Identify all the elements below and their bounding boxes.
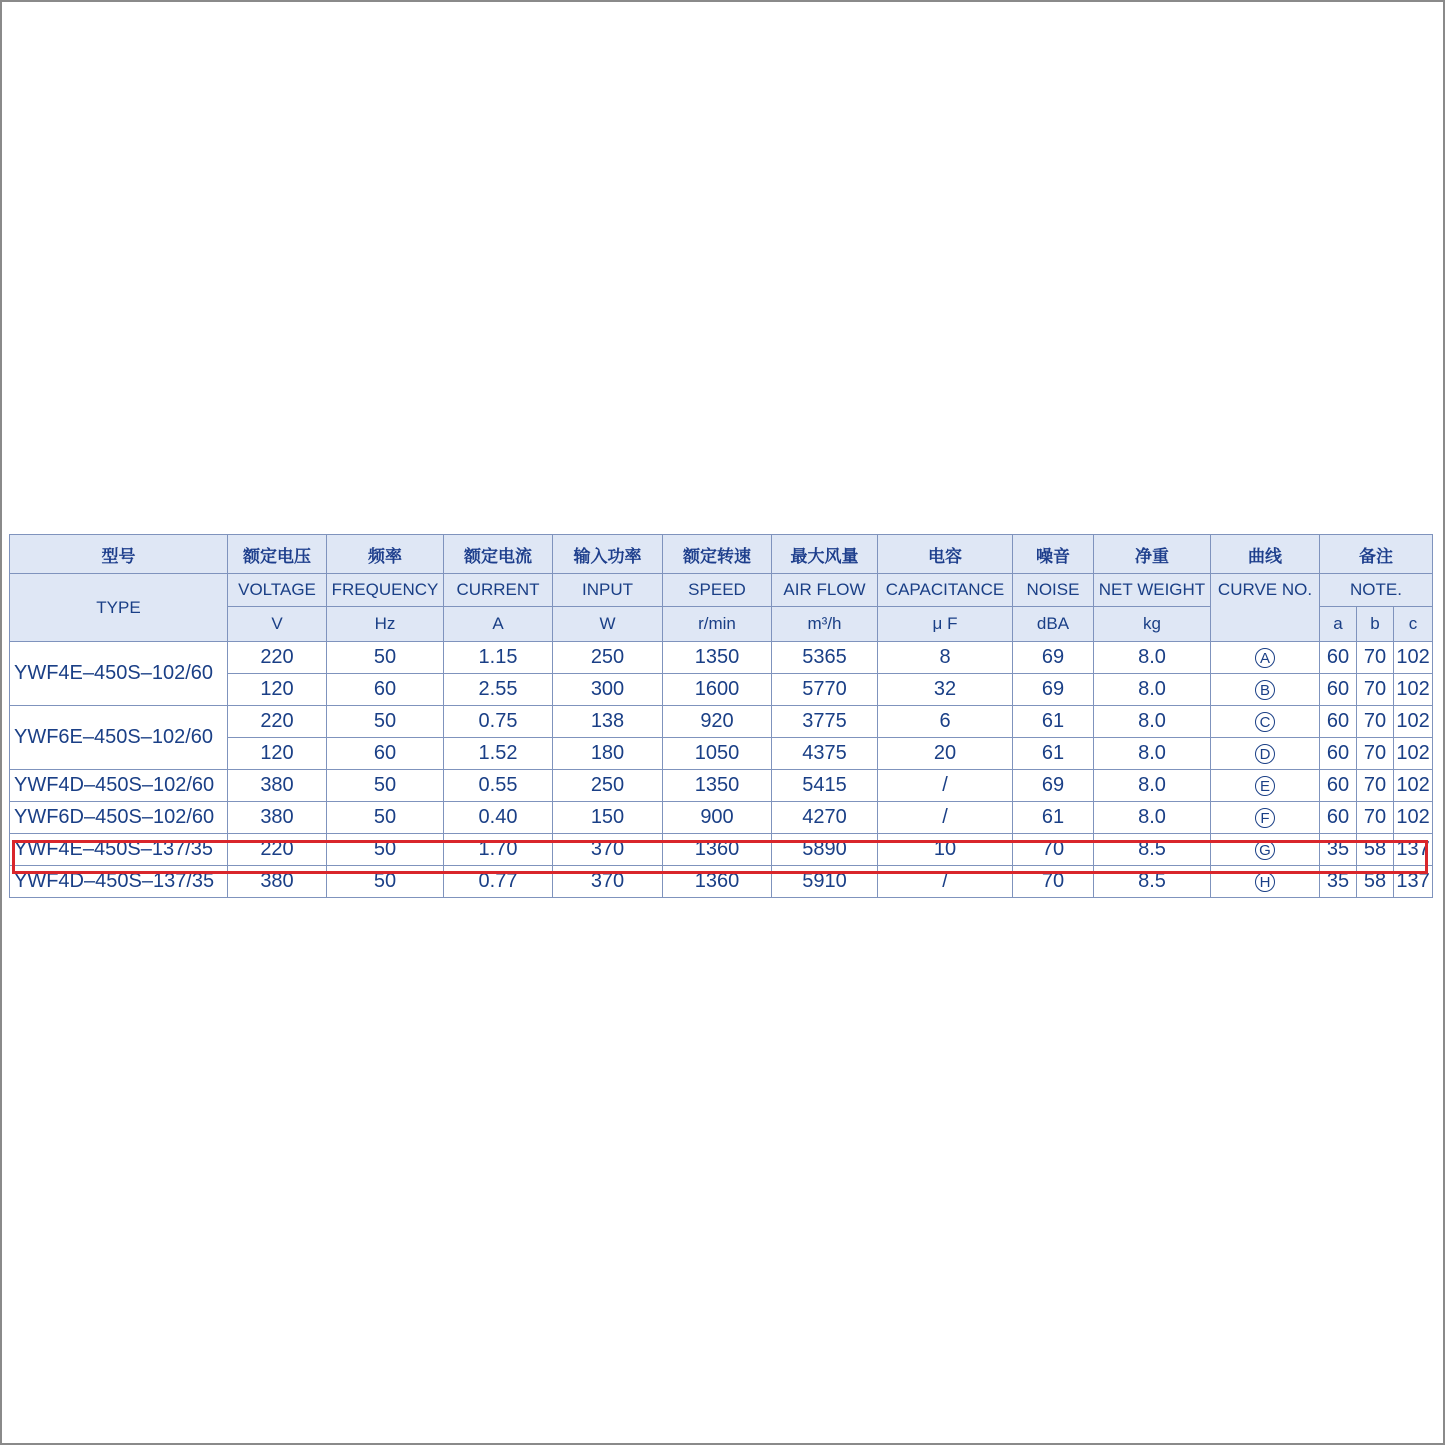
unit-speed: r/min (663, 607, 772, 642)
cell-model: YWF6E–450S–102/60 (10, 706, 228, 770)
cell-note-b: 70 (1357, 642, 1394, 674)
cell-weight: 8.5 (1094, 834, 1211, 866)
header-cn-capacitance: 电容 (878, 535, 1013, 574)
cell-weight: 8.0 (1094, 738, 1211, 770)
cell-input: 250 (553, 770, 663, 802)
cell-frequency: 50 (327, 802, 444, 834)
header-cn-input: 输入功率 (553, 535, 663, 574)
cell-weight: 8.0 (1094, 802, 1211, 834)
header-cn-frequency: 频率 (327, 535, 444, 574)
table-row (10, 706, 1433, 738)
header-cn-airflow: 最大风量 (772, 535, 878, 574)
cell-capacitance: 20 (878, 738, 1013, 770)
unit-airflow: m³/h (772, 607, 878, 642)
cell-current: 1.52 (444, 738, 553, 770)
cell-speed: 1600 (663, 674, 772, 706)
cell-capacitance: 32 (878, 674, 1013, 706)
header-note: NOTE. (1320, 574, 1433, 607)
cell-note-c: 102 (1394, 770, 1433, 802)
cell-voltage: 380 (228, 866, 327, 898)
cell-noise: 70 (1013, 834, 1094, 866)
cell-frequency: 50 (327, 770, 444, 802)
cell-voltage: 380 (228, 802, 327, 834)
table-row (10, 770, 1433, 802)
cell-capacitance: 6 (878, 706, 1013, 738)
cell-note-c: 102 (1394, 738, 1433, 770)
unit-noise: dBA (1013, 607, 1094, 642)
unit-voltage: V (228, 607, 327, 642)
curve-letter-icon: F (1255, 808, 1275, 828)
cell-weight: 8.0 (1094, 706, 1211, 738)
header-cn-voltage: 额定电压 (228, 535, 327, 574)
cell-note-c: 137 (1394, 866, 1433, 898)
cell-capacitance: / (878, 866, 1013, 898)
unit-capacitance: μ F (878, 607, 1013, 642)
cell-curve (1211, 834, 1320, 866)
cell-voltage: 120 (228, 674, 327, 706)
cell-note-b: 70 (1357, 706, 1394, 738)
note-sub-b: b (1357, 607, 1394, 642)
header-input: INPUT (553, 574, 663, 607)
curve-letter-icon: E (1255, 776, 1275, 796)
cell-note-c: 102 (1394, 802, 1433, 834)
cell-current: 0.40 (444, 802, 553, 834)
cell-noise: 61 (1013, 738, 1094, 770)
cell-speed: 900 (663, 802, 772, 834)
header-cn-type: 型号 (10, 535, 228, 574)
cell-curve (1211, 642, 1320, 674)
cell-note-a: 35 (1320, 866, 1357, 898)
cell-current: 1.70 (444, 834, 553, 866)
header-frequency: FREQUENCY (327, 574, 444, 607)
cell-note-b: 70 (1357, 770, 1394, 802)
curve-letter-icon: D (1255, 744, 1275, 764)
cell-speed: 1050 (663, 738, 772, 770)
cell-capacitance: 8 (878, 642, 1013, 674)
cell-speed: 920 (663, 706, 772, 738)
cell-noise: 61 (1013, 802, 1094, 834)
cell-curve (1211, 706, 1320, 738)
cell-noise: 69 (1013, 770, 1094, 802)
cell-curve (1211, 674, 1320, 706)
cell-noise: 69 (1013, 642, 1094, 674)
cell-note-c: 102 (1394, 642, 1433, 674)
cell-frequency: 60 (327, 738, 444, 770)
cell-noise: 61 (1013, 706, 1094, 738)
note-sub-a: a (1320, 607, 1357, 642)
cell-voltage: 380 (228, 770, 327, 802)
cell-frequency: 50 (327, 642, 444, 674)
cell-voltage: 220 (228, 706, 327, 738)
cell-airflow: 4375 (772, 738, 878, 770)
cell-input: 300 (553, 674, 663, 706)
cell-voltage: 220 (228, 642, 327, 674)
header-row-chinese (10, 535, 1433, 574)
header-weight: NET WEIGHT (1094, 574, 1211, 607)
cell-weight: 8.0 (1094, 642, 1211, 674)
unit-current: A (444, 607, 553, 642)
cell-curve (1211, 802, 1320, 834)
header-curve: CURVE NO. (1211, 574, 1320, 642)
cell-speed: 1360 (663, 866, 772, 898)
cell-note-c: 102 (1394, 706, 1433, 738)
table-row (10, 802, 1433, 834)
header-cn-current: 额定电流 (444, 535, 553, 574)
curve-letter-icon: H (1255, 872, 1275, 892)
cell-frequency: 50 (327, 834, 444, 866)
cell-curve (1211, 770, 1320, 802)
cell-current: 0.77 (444, 866, 553, 898)
fan-spec-table (9, 534, 1433, 898)
cell-note-b: 70 (1357, 674, 1394, 706)
cell-airflow: 5910 (772, 866, 878, 898)
cell-capacitance: / (878, 770, 1013, 802)
header-cn-speed: 额定转速 (663, 535, 772, 574)
cell-noise: 70 (1013, 866, 1094, 898)
cell-note-a: 60 (1320, 706, 1357, 738)
cell-airflow: 3775 (772, 706, 878, 738)
cell-current: 0.75 (444, 706, 553, 738)
cell-model: YWF4E–450S–102/60 (10, 642, 228, 706)
cell-weight: 8.5 (1094, 866, 1211, 898)
cell-frequency: 60 (327, 674, 444, 706)
cell-note-b: 58 (1357, 834, 1394, 866)
cell-note-a: 60 (1320, 674, 1357, 706)
cell-note-c: 137 (1394, 834, 1433, 866)
cell-airflow: 5890 (772, 834, 878, 866)
cell-input: 150 (553, 802, 663, 834)
cell-speed: 1360 (663, 834, 772, 866)
curve-letter-icon: G (1255, 840, 1275, 860)
cell-note-a: 60 (1320, 802, 1357, 834)
cell-note-a: 60 (1320, 642, 1357, 674)
header-cn-noise: 噪音 (1013, 535, 1094, 574)
cell-input: 180 (553, 738, 663, 770)
cell-note-a: 60 (1320, 770, 1357, 802)
cell-capacitance: 10 (878, 834, 1013, 866)
header-capacitance: CAPACITANCE (878, 574, 1013, 607)
curve-letter-icon: B (1255, 680, 1275, 700)
cell-input: 138 (553, 706, 663, 738)
cell-model: YWF6D–450S–102/60 (10, 802, 228, 834)
cell-speed: 1350 (663, 642, 772, 674)
cell-frequency: 50 (327, 866, 444, 898)
header-current: CURRENT (444, 574, 553, 607)
cell-current: 2.55 (444, 674, 553, 706)
curve-letter-icon: C (1255, 712, 1275, 732)
cell-model: YWF4D–450S–137/35 (10, 866, 228, 898)
cell-speed: 1350 (663, 770, 772, 802)
cell-input: 370 (553, 866, 663, 898)
cell-input: 250 (553, 642, 663, 674)
unit-frequency: Hz (327, 607, 444, 642)
table-row (10, 642, 1433, 674)
cell-noise: 69 (1013, 674, 1094, 706)
unit-input: W (553, 607, 663, 642)
cell-voltage: 220 (228, 834, 327, 866)
table-row (10, 866, 1433, 898)
header-voltage: VOLTAGE (228, 574, 327, 607)
cell-model: YWF4E–450S–137/35 (10, 834, 228, 866)
cell-input: 370 (553, 834, 663, 866)
cell-frequency: 50 (327, 706, 444, 738)
table-body (10, 642, 1433, 898)
curve-letter-icon: A (1255, 648, 1275, 668)
cell-note-a: 60 (1320, 738, 1357, 770)
cell-note-a: 35 (1320, 834, 1357, 866)
cell-model: YWF4D–450S–102/60 (10, 770, 228, 802)
cell-airflow: 5415 (772, 770, 878, 802)
cell-weight: 8.0 (1094, 674, 1211, 706)
header-speed: SPEED (663, 574, 772, 607)
cell-note-b: 58 (1357, 866, 1394, 898)
cell-curve (1211, 866, 1320, 898)
table-row (10, 834, 1433, 866)
cell-airflow: 5365 (772, 642, 878, 674)
header-cn-note: 备注 (1320, 535, 1433, 574)
cell-airflow: 4270 (772, 802, 878, 834)
cell-current: 0.55 (444, 770, 553, 802)
cell-voltage: 120 (228, 738, 327, 770)
cell-note-c: 102 (1394, 674, 1433, 706)
cell-note-b: 70 (1357, 738, 1394, 770)
header-cn-curve: 曲线 (1211, 535, 1320, 574)
cell-airflow: 5770 (772, 674, 878, 706)
cell-weight: 8.0 (1094, 770, 1211, 802)
header-type: TYPE (10, 574, 228, 642)
header-row-english (10, 574, 1433, 607)
header-airflow: AIR FLOW (772, 574, 878, 607)
header-cn-weight: 净重 (1094, 535, 1211, 574)
header-noise: NOISE (1013, 574, 1094, 607)
cell-capacitance: / (878, 802, 1013, 834)
cell-current: 1.15 (444, 642, 553, 674)
cell-note-b: 70 (1357, 802, 1394, 834)
unit-weight: kg (1094, 607, 1211, 642)
note-sub-c: c (1394, 607, 1433, 642)
cell-curve (1211, 738, 1320, 770)
